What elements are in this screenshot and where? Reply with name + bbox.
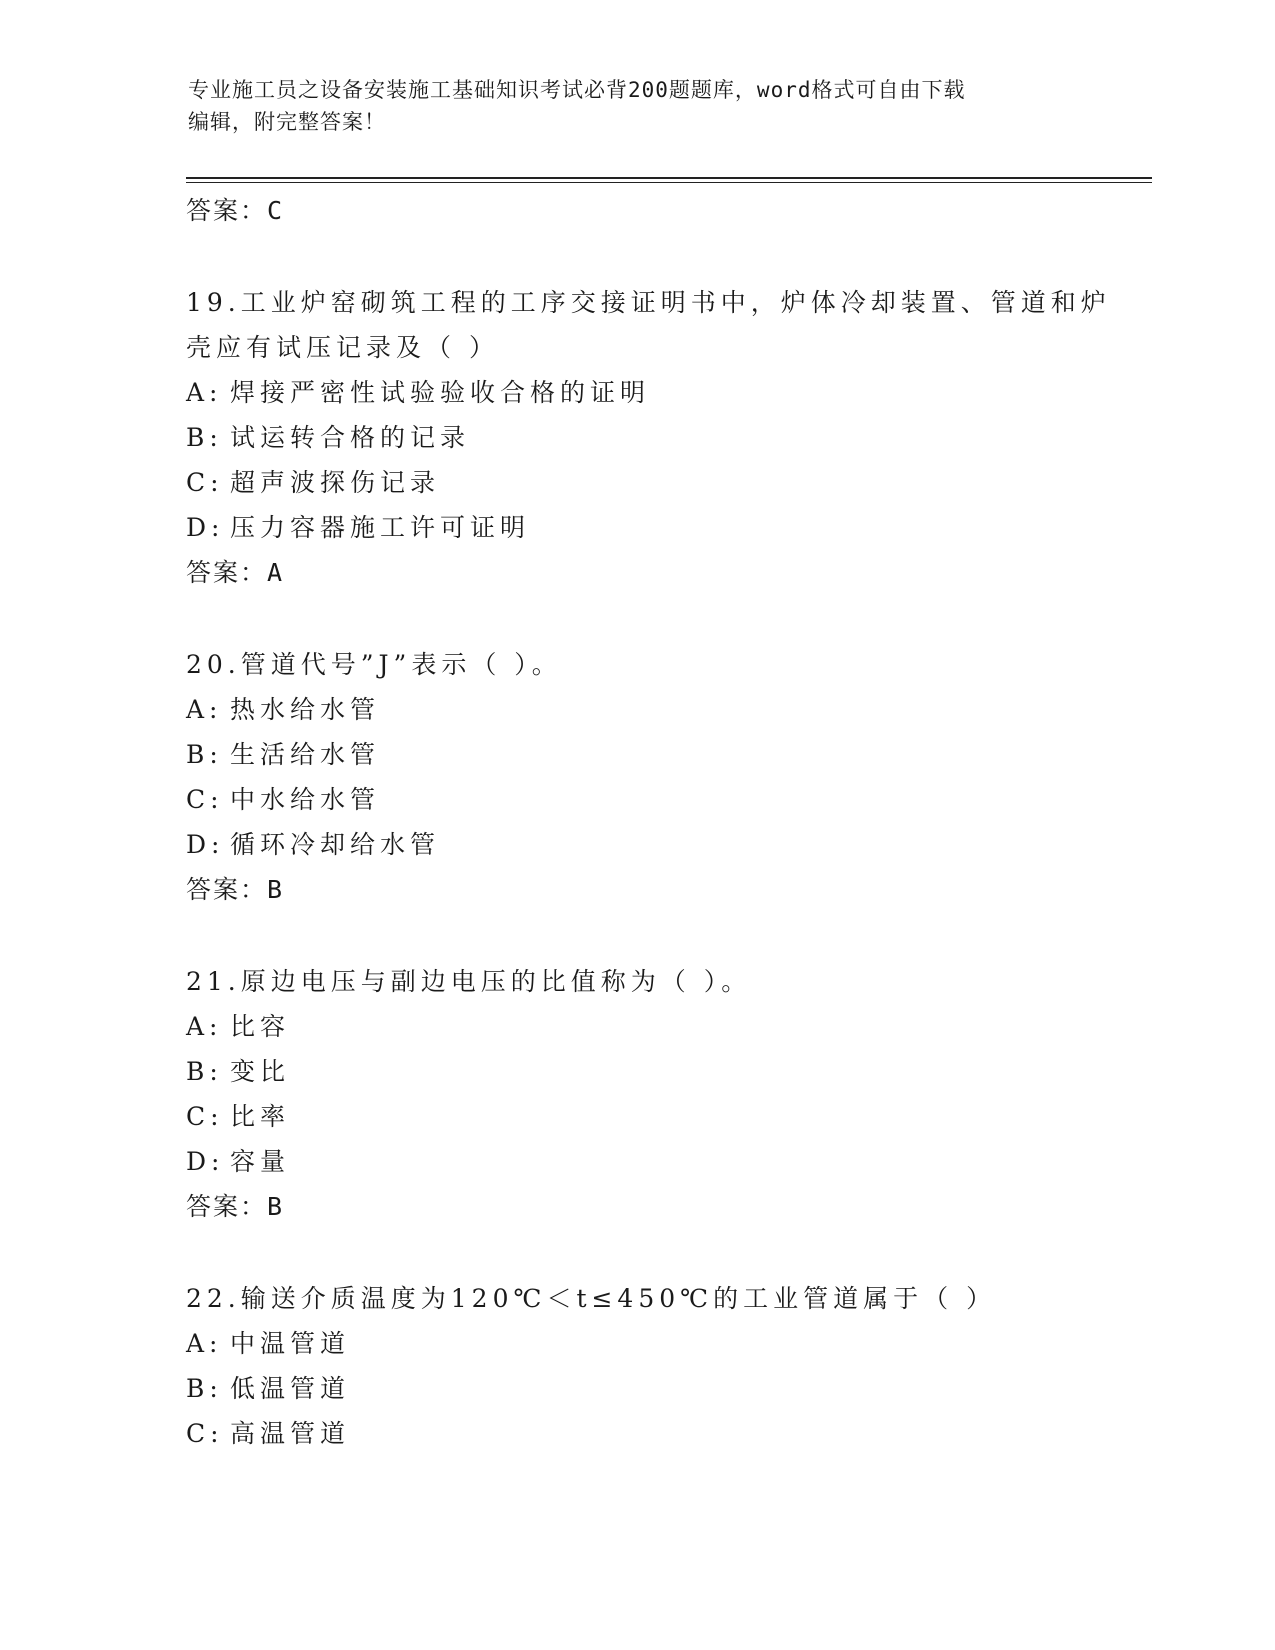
answer-value: A — [267, 558, 285, 587]
option-key: D: — [186, 830, 225, 859]
question-text-line: 19.工业炉窑砌筑工程的工序交接证明书中，炉体冷却装置、管道和炉 — [186, 288, 1111, 317]
option-key: C: — [186, 785, 224, 814]
option-c — [186, 1094, 1086, 1139]
option-key: B: — [186, 423, 223, 452]
option-text: 超声波探伤记录 — [230, 468, 441, 497]
option-text: 比容 — [230, 1012, 291, 1041]
option-text: 容量 — [230, 1147, 291, 1176]
answer-label: 答案： — [186, 1192, 268, 1221]
option-a — [186, 1321, 1086, 1366]
option-a — [186, 687, 1086, 732]
option-key: A: — [186, 378, 223, 407]
option-b — [186, 1366, 1086, 1411]
answer-label: 答案： — [186, 875, 268, 904]
option-text: 低温管道 — [230, 1374, 351, 1403]
question-text-line: 21.原边电压与副边电压的比值称为（ ）。 — [186, 967, 752, 996]
question-text-line: 20.管道代号”J”表示（ ）。 — [186, 650, 562, 679]
option-b — [186, 1049, 1086, 1094]
question-text-line: 壳应有试压记录及（ ） — [186, 333, 499, 362]
header-divider — [186, 177, 1152, 179]
option-b — [186, 415, 1086, 460]
option-c — [186, 1411, 1086, 1456]
option-key: C: — [186, 1419, 224, 1448]
option-key: B: — [186, 740, 223, 769]
option-a — [186, 370, 1086, 415]
option-c — [186, 460, 1086, 505]
option-key: A: — [186, 1329, 223, 1358]
option-b — [186, 732, 1086, 777]
question-19 — [186, 280, 1111, 595]
header-line-2: 编辑，附完整答案！ — [188, 110, 386, 134]
option-key: A: — [186, 1012, 223, 1041]
option-d — [186, 505, 1086, 550]
answer — [186, 1184, 1086, 1229]
answer — [186, 550, 1086, 595]
option-text: 压力容器施工许可证明 — [230, 513, 531, 542]
option-key: C: — [186, 1102, 224, 1131]
option-text: 中水给水管 — [230, 785, 381, 814]
answer-label: 答案： — [186, 558, 268, 587]
option-key: B: — [186, 1374, 223, 1403]
option-text: 中温管道 — [230, 1329, 351, 1358]
answer-value: B — [267, 1192, 285, 1221]
answer-label: 答案： — [186, 196, 268, 225]
question-20 — [186, 642, 1086, 912]
option-d — [186, 1139, 1086, 1184]
option-key: C: — [186, 468, 224, 497]
previous-answer — [186, 188, 1086, 233]
option-text: 试运转合格的记录 — [230, 423, 471, 452]
option-text: 生活给水管 — [230, 740, 381, 769]
question-22 — [186, 1276, 1086, 1456]
question-list — [186, 188, 1111, 1456]
option-key: D: — [186, 513, 225, 542]
option-a — [186, 1004, 1086, 1049]
question-21 — [186, 959, 1086, 1229]
answer — [186, 867, 1086, 912]
option-text: 焊接严密性试验验收合格的证明 — [230, 378, 651, 407]
option-key: B: — [186, 1057, 223, 1086]
answer-value: C — [267, 196, 285, 225]
option-d — [186, 822, 1086, 867]
answer-value: B — [267, 875, 285, 904]
header-divider-thin — [186, 182, 1152, 183]
option-text: 变比 — [230, 1057, 291, 1086]
header-line-1: 专业施工员之设备安装施工基础知识考试必背200题题库，word格式可自由下载 — [188, 78, 966, 102]
option-text: 比率 — [230, 1102, 291, 1131]
question-text-line: 22.输送介质温度为120℃＜t≤450℃的工业管道属于（ ） — [186, 1284, 997, 1313]
option-text: 高温管道 — [230, 1419, 351, 1448]
option-text: 热水给水管 — [230, 695, 381, 724]
option-key: D: — [186, 1147, 225, 1176]
document-header — [188, 74, 1088, 138]
option-text: 循环冷却给水管 — [230, 830, 441, 859]
option-key: A: — [186, 695, 223, 724]
option-c — [186, 777, 1086, 822]
